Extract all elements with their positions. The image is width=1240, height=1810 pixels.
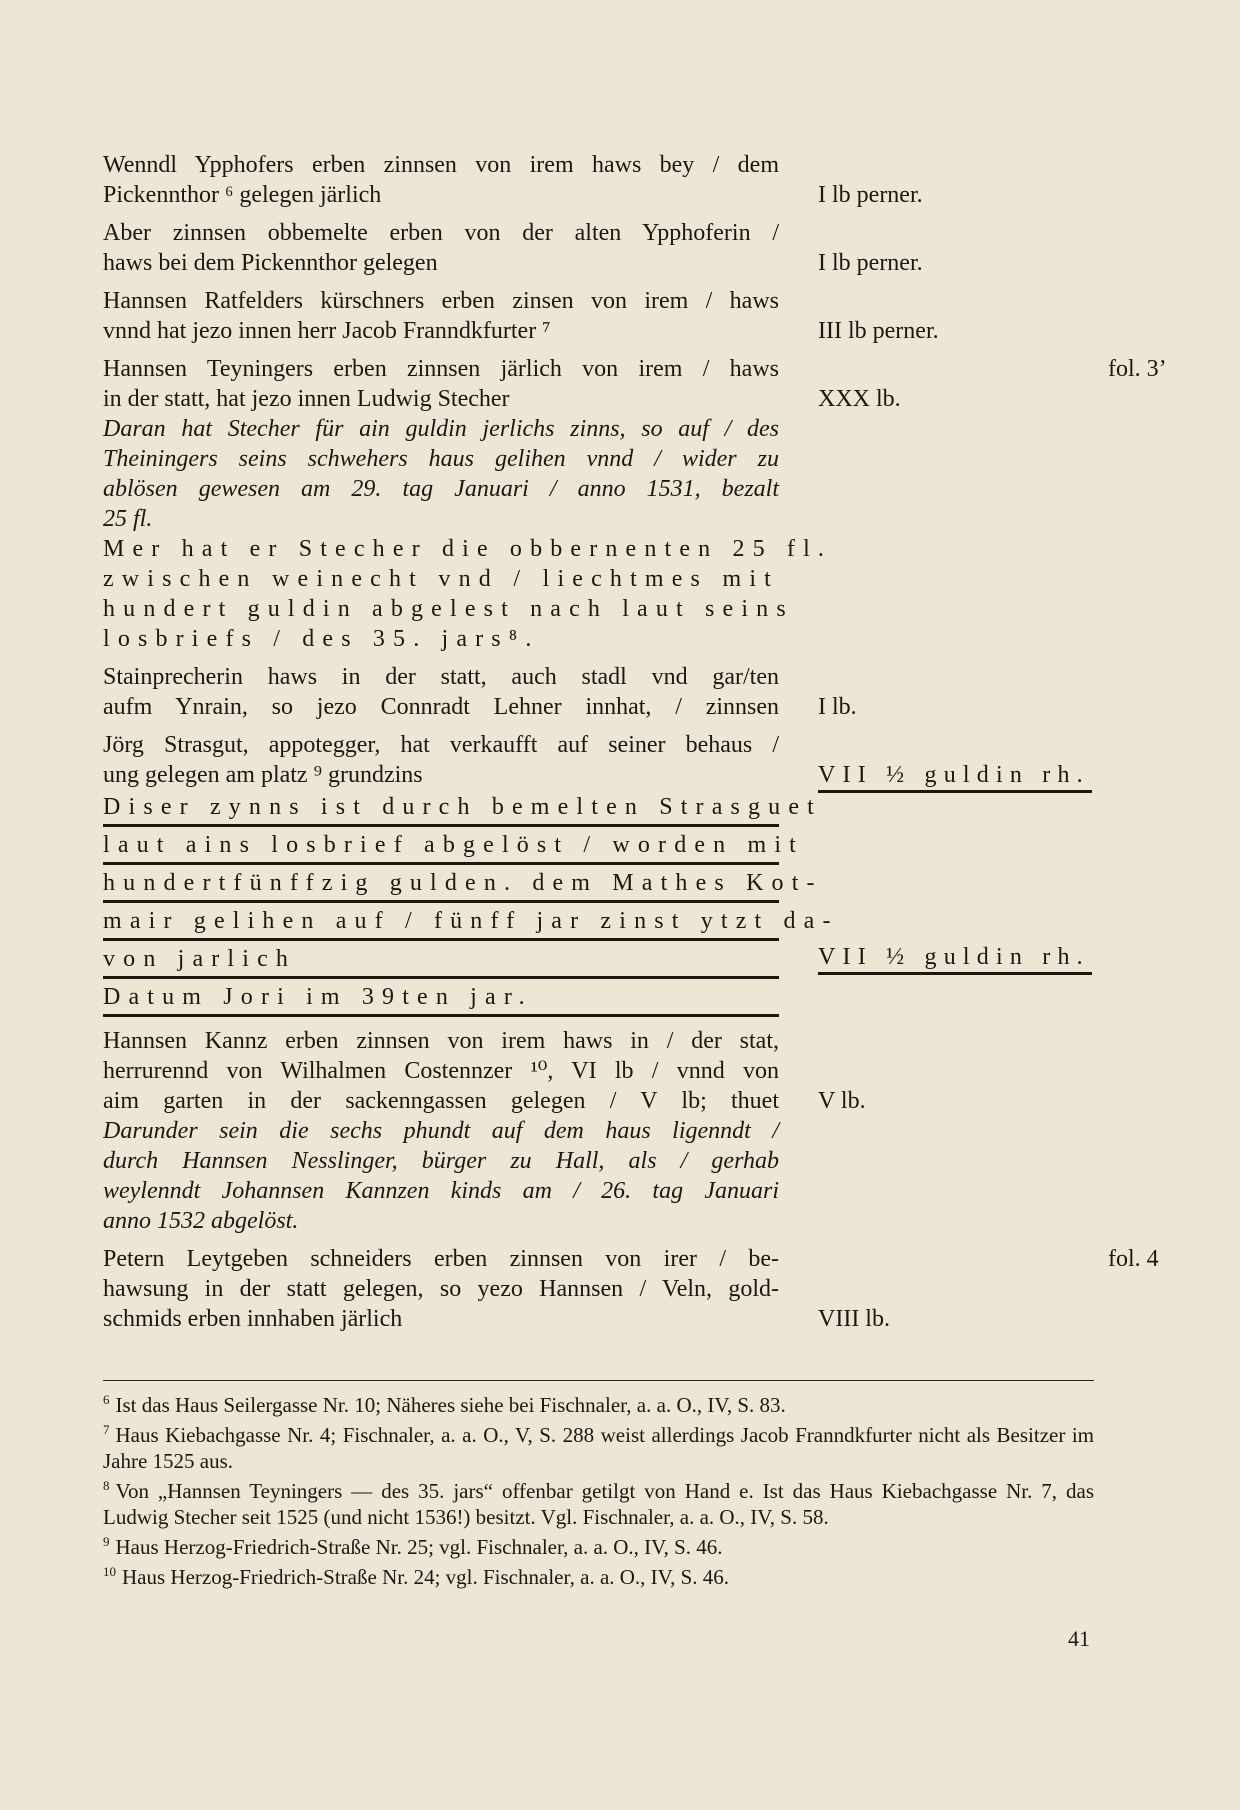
entry-text: ablösen gewesen am 29. tag Januari / anno 1531, bezalt (103, 476, 779, 502)
entry-line (103, 534, 1103, 564)
entry-text: aim garten in der sackenngassen gelegen / V lb; thuet (103, 1088, 779, 1114)
entry-text: Darunder sein die sechs phundt auf dem haus ligenndt / (103, 1118, 779, 1144)
footnote (103, 1478, 1094, 1530)
entry-line (103, 1206, 1103, 1236)
entry-text: laut ains losbrief abgelöst / worden mit (103, 828, 779, 865)
entry-text: losbriefs / des 35. jars⁸. (103, 626, 540, 652)
entry-text: Hannsen Kannz erben zinnsen von irem haws in / der stat, (103, 1028, 779, 1054)
entry-line (103, 444, 1103, 474)
entry-text: Hannsen Ratfelders kürschners erben zinsen von irem / haws (103, 288, 779, 314)
entry-line (103, 1116, 1103, 1146)
entry-text: Petern Leytgeben schneiders erben zinnsen von irer / be- (103, 1246, 779, 1272)
ledger-entry (103, 1026, 1103, 1236)
entry-text: mair gelihen auf / fünff jar zinst ytzt da- (103, 904, 779, 941)
entry-line (103, 866, 1103, 904)
entry-line (103, 1304, 1103, 1334)
entry-text: anno 1532 abgelöst. (103, 1208, 299, 1234)
footnote-text: Von „Hannsen Teyningers — des 35. jars“ offenbar getilgt von Hand e. Ist das Haus Kiebachgasse Nr. 7, das Ludwig Stecher seit 1525 (und nicht 1536!) besitzt. Vgl. Fischnaler, a. a. O., IV, S. 58. (103, 1479, 1094, 1529)
entry-line (103, 354, 1167, 384)
entry-text: hawsung in der statt gelegen, so yezo Hannsen / Veln, gold- (103, 1276, 779, 1302)
entry-text: Hannsen Teyningers erben zinnsen järlich von irem / haws (103, 356, 779, 382)
footnote-number: 6 (103, 1392, 110, 1407)
footnote-divider (103, 1380, 1094, 1381)
footnote-text: Haus Herzog-Friedrich-Straße Nr. 25; vgl. Fischnaler, a. a. O., IV, S. 46. (115, 1535, 723, 1559)
entry-line (103, 180, 1103, 210)
entry-text: hundert guldin abgelest nach laut seins (103, 596, 794, 622)
entry-line (103, 504, 1103, 534)
entry-line (103, 414, 1103, 444)
entry-line (103, 624, 1103, 654)
entry-text: Jörg Strasgut, appotegger, hat verkaufft auf seiner behaus / (103, 732, 779, 758)
entry-line (103, 1146, 1103, 1176)
entry-line (103, 828, 1103, 866)
entry-text: Daran hat Stecher für ain guldin jerlichs zinns, so auf / des (103, 416, 779, 442)
entry-text: Theiningers seins schwehers haus gelihen vnnd / wider zu (103, 446, 779, 472)
footnote-number: 9 (103, 1534, 110, 1549)
entry-line (103, 564, 1103, 594)
footnote-text: Ist das Haus Seilergasse Nr. 10; Näheres siehe bei Fischnaler, a. a. O., IV, S. 83. (115, 1393, 786, 1417)
entry-line (103, 384, 1103, 414)
entry-text: herrurennd von Wilhalmen Costennzer ¹⁰, VI lb / vnnd von (103, 1058, 779, 1084)
entry-line (103, 980, 1103, 1018)
footnote (103, 1422, 1094, 1474)
entry-text: 25 fl. (103, 506, 153, 532)
entry-line (103, 942, 1103, 980)
entry-text: aufm Ynrain, so jezo Connradt Lehner innhat, / zinnsen (103, 694, 779, 720)
footnote-text: Haus Kiebachgasse Nr. 4; Fischnaler, a. a. O., V, S. 288 weist allerdings Jacob Franndkfurter nicht als Besitzer im Jahre 1525 aus. (103, 1423, 1094, 1473)
ledger-entry (103, 150, 1103, 210)
entry-line (103, 790, 1103, 828)
footnote-number: 10 (103, 1564, 116, 1579)
entry-amount: V lb. (818, 1088, 866, 1114)
footnote-text: Haus Herzog-Friedrich-Straße Nr. 24; vgl. Fischnaler, a. a. O., IV, S. 46. (122, 1565, 730, 1589)
entry-text: Diser zynns ist durch bemelten Strasguet (103, 790, 779, 827)
footnote-number: 7 (103, 1422, 110, 1437)
entry-text: schmids erben innhaben järlich (103, 1306, 403, 1332)
entry-text: Aber zinnsen obbemelte erben von der alten Ypphoferin / (103, 220, 779, 246)
entry-line (103, 594, 1103, 624)
ledger-entries (103, 150, 1167, 1342)
entry-text: Stainprecherin haws in der statt, auch stadl vnd gar/ten (103, 664, 779, 690)
entry-text: Pickennthor ⁶ gelegen järlich (103, 182, 382, 208)
ledger-entry (103, 730, 1103, 1018)
footnote-number: 8 (103, 1478, 110, 1493)
entry-line (103, 730, 1103, 760)
entry-line (103, 248, 1103, 278)
entry-amount: VIII lb. (818, 1306, 890, 1332)
entry-text: Mer hat er Stecher die obbernenten 25 fl. (103, 536, 833, 562)
footnote (103, 1534, 1094, 1560)
entry-text: weylenndt Johannsen Kannzen kinds am / 26. tag Januari (103, 1178, 779, 1204)
entry-line (103, 904, 1103, 942)
entry-text: vnnd hat jezo innen herr Jacob Franndkfurter ⁷ (103, 318, 551, 344)
footnote (103, 1564, 1094, 1590)
footnotes (103, 1392, 1094, 1594)
entry-line (103, 692, 1103, 722)
ledger-entry (103, 354, 1167, 654)
entry-text: Datum Jori im 39ten jar. (103, 980, 779, 1017)
entry-text: Wenndl Ypphofers erben zinnsen von irem haws bey / dem (103, 152, 779, 178)
entry-line (103, 1244, 1159, 1274)
entry-line (103, 1026, 1103, 1056)
entry-amount: I lb. (818, 694, 857, 720)
footnote (103, 1392, 1094, 1418)
ledger-entry (103, 662, 1103, 722)
ledger-entry (103, 286, 1103, 346)
entry-line (103, 760, 1103, 790)
entry-amount: I lb perner. (818, 250, 923, 276)
entry-amount: XXX lb. (818, 386, 901, 412)
entry-line (103, 1056, 1103, 1086)
entry-amount: III lb perner. (818, 318, 939, 344)
entry-text: durch Hannsen Nesslinger, bürger zu Hall, als / gerhab (103, 1148, 779, 1174)
entry-text: haws bei dem Pickennthor gelegen (103, 250, 438, 276)
entry-amount: I lb perner. (818, 182, 923, 208)
entry-line (103, 316, 1103, 346)
entry-line (103, 474, 1103, 504)
entry-text: in der statt, hat jezo innen Ludwig Stecher (103, 386, 510, 412)
entry-text: hundertfünffzig gulden. dem Mathes Kot- (103, 866, 779, 903)
entry-amount: VII ½ guldin rh. (818, 760, 1092, 793)
ledger-entry (103, 1244, 1159, 1334)
entry-line (103, 1274, 1103, 1304)
entry-line (103, 218, 1103, 248)
ledger-entry (103, 218, 1103, 278)
folio-marker: fol. 4 (1108, 1246, 1159, 1272)
entry-line (103, 1086, 1103, 1116)
entry-line (103, 150, 1103, 180)
entry-text: zwischen weinecht vnd / liechtmes mit (103, 566, 779, 592)
entry-amount: VII ½ guldin rh. (818, 942, 1092, 975)
page-number: 41 (1068, 1626, 1090, 1651)
entry-line (103, 1176, 1103, 1206)
entry-text: von jarlich (103, 942, 779, 979)
folio-marker: fol. 3’ (1108, 356, 1167, 382)
entry-line (103, 662, 1103, 692)
entry-text: ung gelegen am platz ⁹ grundzins (103, 762, 423, 788)
entry-line (103, 286, 1103, 316)
